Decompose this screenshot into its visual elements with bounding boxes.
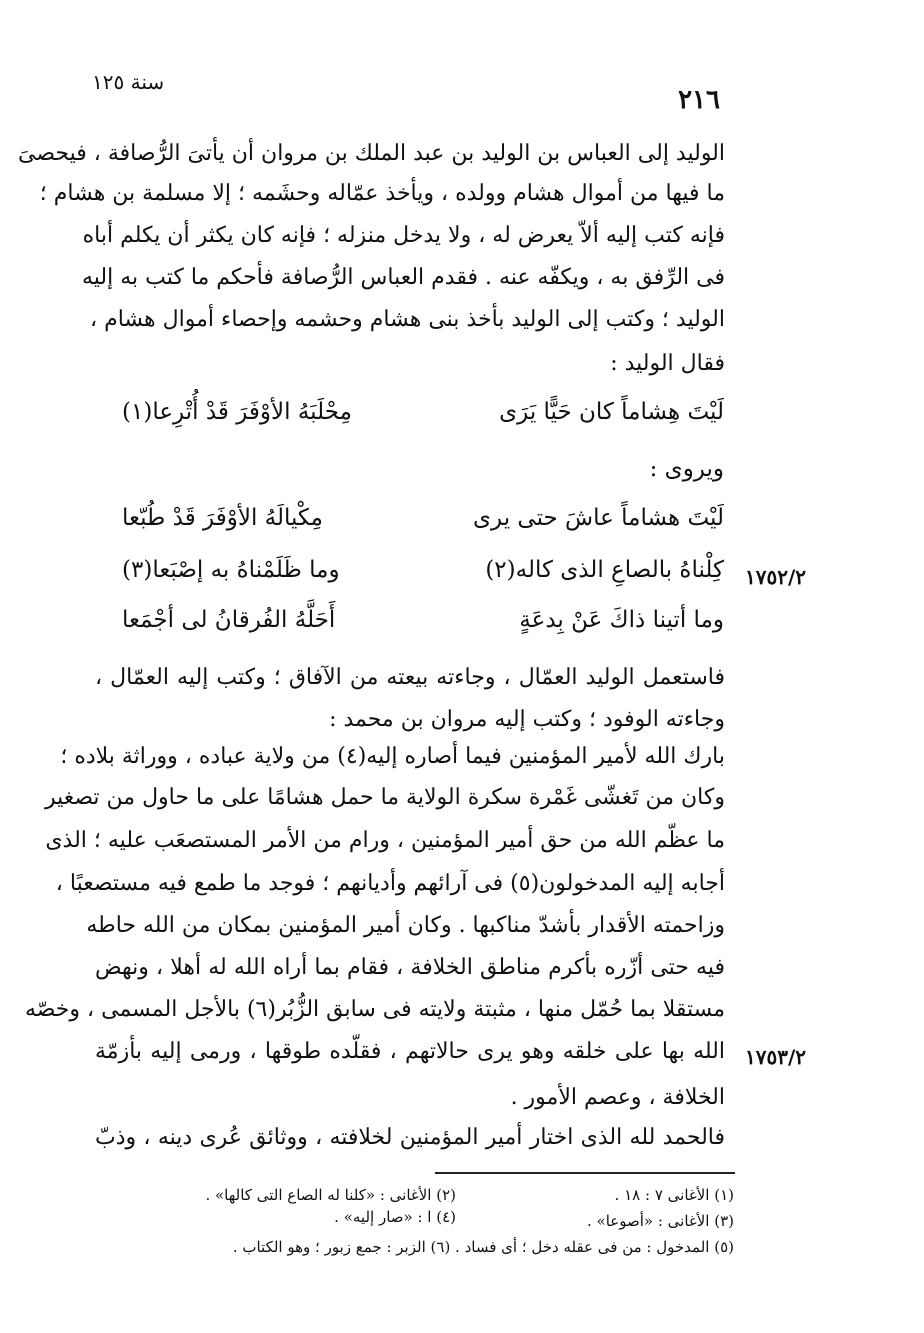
text-line: الوليد ؛ وكتب إلى الوليد بأخذ بنى هشام وحشمه وإحصاء أموال هشام ، <box>89 307 725 332</box>
verse-hemistich-right: وما أتينا ذاكَ عَنْ بِدعَةٍ <box>519 607 724 633</box>
verse-hemistich-right: كِلْناهُ بالصاعِ الذى كاله(٢) <box>485 557 724 583</box>
text-line: فقال الوليد : <box>610 351 725 376</box>
text-line: وجاءته الوفود ؛ وكتب إليه مروان بن محمد : <box>329 707 725 732</box>
footnote: (٣) الأغانى : «أصوعا» . <box>586 1212 734 1230</box>
text-line: أجابه إليه المدخولون(٥) فى آرائهم وأديانهم ؛ فوجد ما طمع فيه مستصعبًا ، <box>55 871 725 896</box>
text-line: فإنه كتب إليه ألاّ يعرض له ، ولا يدخل منزله ؛ فإنه كان يكثر أن يكلم أباه <box>82 223 725 248</box>
footnote-rule <box>435 1172 735 1174</box>
text-line: الوليد إلى العباس بن الوليد بن عبد الملك بن مروان أن يأتىَ الرُّصافة ، فيحصىَ <box>18 141 725 166</box>
verse-hemistich-right: لَيْتَ هِشاماً كان حَيًّا يَرَى <box>499 399 724 425</box>
text-line: الله بها على خلقه وهو يرى حالاتهم ، فقلّده طوقها ، ورمى إليه بأزمّة <box>95 1039 725 1064</box>
footnote: (٥) المدخول : من فى عقله دخل ؛ أى فساد . (٦) الزبر : جمع زبور ؛ وهو الكتاب . <box>232 1238 734 1256</box>
verse-hemistich-left: وما ظَلَمْناهُ به إصْبَعا(٣) <box>122 557 340 583</box>
margin-reference: ١٧٥٢/٢ <box>745 565 807 589</box>
text-line: ما عظّم الله من حق أمير المؤمنين ، ورام من الأمر المستصعَب عليه ؛ الذى <box>45 828 725 853</box>
text-line: وكان من تَغشّى غَمْرة سكرة الولاية ما حمل هشامًا على ما حاول من تصغير <box>44 785 725 810</box>
verse-hemistich-left: أَحَلَّهُ الفُرقانُ لى أجْمَعا <box>122 607 336 633</box>
text-line: فى الرِّفق به ، ويكفّه عنه . فقدم العباس الرُّصافة فأحكم ما كتب به إليه <box>81 265 725 290</box>
footnote: (١) الأغانى ٧ : ١٨ . <box>614 1186 734 1204</box>
verse-hemistich-right: لَيْتَ هشاماً عاشَ حتى يرى <box>473 505 724 531</box>
text-line: الخلافة ، وعصم الأمور . <box>510 1085 725 1110</box>
margin-reference: ١٧٥٣/٢ <box>745 1045 807 1069</box>
text-line: وزاحمته الأقدار بأشدّ مناكبها . وكان أمير المؤمنين بمكان من الله حاطه <box>86 913 725 938</box>
yurwa-label: ويروى : <box>649 456 724 482</box>
footnote: (٤) ا : «صار إليه» . <box>334 1208 456 1226</box>
running-header-year: سنة ١٢٥ <box>92 70 165 94</box>
verse-hemistich-left: مِكْيالَهُ الأوْفَرَ قَدْ طُبّعا <box>122 505 323 531</box>
text-line: فاستعمل الوليد العمّال ، وجاءته بيعته من الآفاق ؛ وكتب إليه العمّال ، <box>95 665 725 690</box>
footnote: (٢) الأغانى : «كلنا له الصاع التى كالها» . <box>205 1186 456 1204</box>
text-line: ما فيها من أموال هشام وولده ، ويأخذ عمّاله وحشَمه ؛ إلا مسلمة بن هشام ؛ <box>39 181 725 206</box>
text-line: مستقلا بما حُمّل منها ، مثبتة ولايته فى سابق الزُّبُر(٦) بالأجل المسمى ، وخصّه <box>24 997 725 1022</box>
text-line: فالحمد لله الذى اختار أمير المؤمنين لخلافته ، ووثائق عُرى دينه ، وذبّ <box>95 1125 725 1150</box>
page-number: ٢١٦ <box>678 85 720 115</box>
verse-hemistich-left: مِحْلَبَهُ الأوْفَرَ قَدْ أُتْرِعا(١) <box>122 399 352 425</box>
text-line: بارك الله لأمير المؤمنين فيما أصاره إليه(٤) من ولاية عباده ، ووراثة بلاده ؛ <box>60 744 725 769</box>
text-line: فيه حتى أزّره بأكرم مناطق الخلافة ، فقام بما أراه الله له أهلا ، ونهض <box>95 955 725 980</box>
